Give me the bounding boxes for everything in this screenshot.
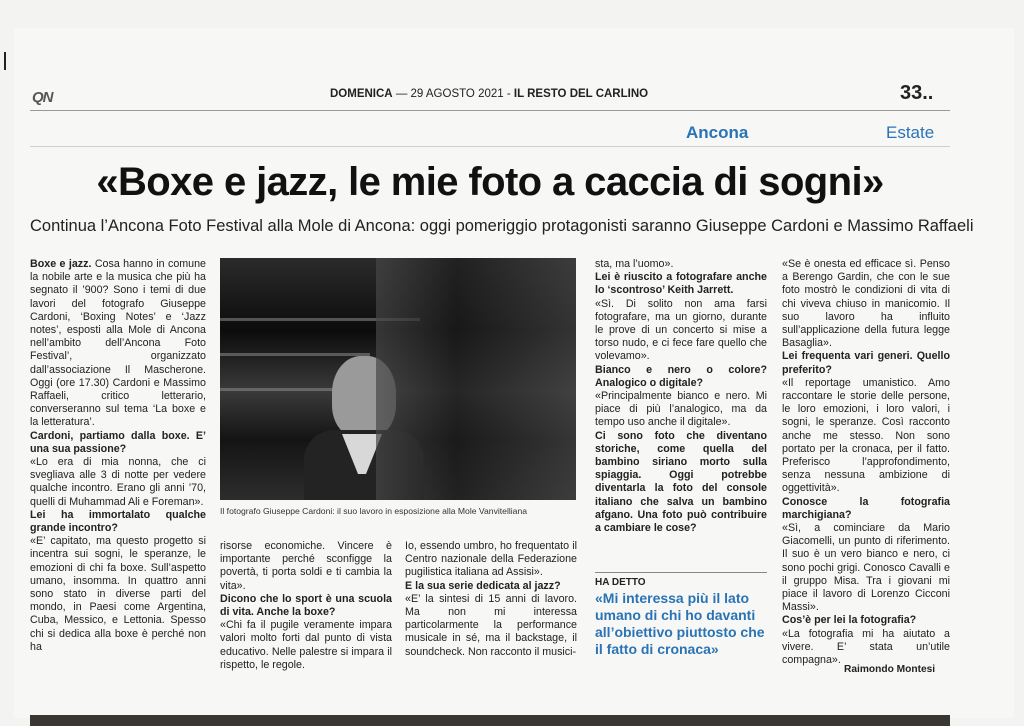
photo-caption: Il fotografo Giuseppe Cardoni: il suo lavoro in esposizione alla Mole Vanvitelliana — [220, 506, 528, 516]
paragraph-text: «Chi fa il pugile veramente impara valori molto forti dal punto di vista educativo. Nelle palestre si impara il rispetto, le regole. — [220, 619, 392, 671]
paragraph-text: risorse economiche. Vincere è importante perché sconfigge la povertà, ti porta soldi e ti cambia la vita». — [220, 540, 392, 592]
paragraph-text: «Il reportage umanistico. Amo raccontare le storie delle persone, le loro emozioni, i loro valori, i sogni, le speranze. Così racconto anche me stesso. Non sono portato per la cronaca, per il fatto. Preferisco l’approfondimento, senza nessuna ambizione di oggettività». — [782, 376, 950, 495]
interview-question: Lei frequenta vari generi. Quello preferito? — [782, 350, 950, 376]
body-paragraph — [30, 258, 206, 430]
text-column-4 — [595, 258, 767, 535]
article-author: Raimondo Montesi — [844, 664, 936, 675]
section-label: Ancona — [686, 123, 749, 142]
pull-quote: «Mi interessa più il lato umano di chi ho davanti all’obiettivo piuttosto che il fatto di cronaca» — [595, 590, 765, 657]
interview-question: Ci sono foto che diventano storiche, come quella del bambino siriano morto sulla spiaggia. Oggi potrebbe diventarla la foto del console italiano che salva un bambino afgano. Una foto può contribuire a cambiare le cose? — [595, 429, 767, 535]
photo-glass-panel — [376, 258, 576, 500]
text-column-1 — [30, 258, 206, 654]
body-paragraph — [782, 258, 950, 350]
interview-question: Bianco e nero o colore? Analogico o digitale? — [595, 363, 767, 389]
interview-question: E la sua serie dedicata al jazz? — [405, 579, 561, 592]
photo-light-streak — [220, 353, 370, 356]
body-paragraph — [782, 522, 950, 614]
masthead-day: DOMENICA — [330, 88, 393, 100]
body-paragraph — [30, 535, 206, 654]
quote-rule — [595, 572, 767, 573]
interview-question: Dicono che lo sport è una scuola di vita. Anche la boxe? — [220, 592, 392, 619]
header-rule — [30, 110, 950, 111]
section-rule — [30, 146, 950, 147]
body-paragraph — [405, 593, 577, 659]
paragraph-text: «Se è onesta ed efficace sì. Penso a Berengo Gardin, che con le sue foto mostrò le condizioni di vita di chi viveva chiuso in manicomio. Il suo lavoro ha influito sull’applicazione della futura legge Basaglia». — [782, 258, 950, 350]
paragraph-text: Cosa hanno in comune la nobile arte e la musica che più ha segnato il ’900? Sono i temi di due lavori del fotografo Giuseppe Cardoni, ‘Boxing Notes’ e ‘Jazz notes’, esposti alla Mole di Ancona nell’ambito dell’Ancona Foto Festival’, organizzato dall’associazione Il Mascherone. Oggi (ore 17.30) Cardoni e Massimo Raffaeli, critico letterario, converseranno sul tema ‘La boxe e la letteratura’. — [30, 258, 207, 429]
quote-label: HA DETTO — [595, 577, 646, 588]
body-paragraph — [405, 540, 577, 580]
scan-mark — [4, 52, 6, 70]
paragraph-text: «La fotografia mi ha aiutato a vivere. E’ stata un’utile compagna». — [782, 627, 950, 667]
text-column-2 — [220, 540, 392, 672]
body-paragraph — [782, 377, 950, 496]
interview-question: Lei è riuscito a fotografare anche lo ‘scontroso’ Keith Jarrett. — [595, 271, 767, 297]
body-paragraph — [595, 390, 767, 430]
paragraph-text: Io, essendo umbro, ho frequentato il Centro nazionale della Federazione pugilistica italiana ad Assisi». — [405, 540, 577, 579]
masthead-paper: IL RESTO DEL CARLINO — [513, 88, 649, 100]
masthead-sep-1: — — [395, 88, 411, 100]
body-paragraph — [595, 258, 767, 271]
masthead-line — [330, 88, 648, 100]
body-paragraph — [782, 628, 950, 668]
body-paragraph — [30, 456, 206, 509]
body-paragraph — [220, 540, 392, 593]
masthead-date: 29 AGOSTO 2021 — [410, 88, 504, 100]
interview-question: Cardoni, partiamo dalla boxe. E’ una sua passione? — [30, 429, 206, 455]
topic-label: Estate — [886, 123, 935, 142]
paragraph-text: «Sì. Di solito non ama farsi fotografare, ma un giorno, durante le prove di un concerto si mise a torso nudo, e ci fece fare quello che volevamo». — [595, 297, 767, 363]
paragraph-text: «Lo era di mia nonna, che ci svegliava alle 3 di notte per vedere qualche incontro. Erano gli anni ’70, quelli di Muhammad Ali e Foreman». — [30, 456, 206, 508]
paragraph-text: «E’ la sintesi di 15 anni di lavoro. Ma non mi interessa particolarmente la performance musicale in sé, ma il backstage, il soundcheck. Non racconto il musici- — [405, 592, 577, 658]
paragraph-text: «Sì, a cominciare da Mario Giacomelli, un punto di riferimento. Il suo è un vero bianco e nero, ci sono pochi grigi. Conosco Cavalli e il gruppo Misa. Tra i giovani mi piace il lavoro di Lorenzo Cicconi Massi». — [782, 522, 950, 614]
article-title: «Boxe e jazz, le mie foto a caccia di sogni» — [96, 160, 884, 204]
masthead-sep-2: - — [506, 88, 514, 100]
interview-question: Cos’è per lei la fotografia? — [782, 614, 917, 627]
page-number: 33.. — [900, 82, 934, 104]
body-paragraph — [595, 298, 767, 364]
paragraph-text: sta, ma l’uomo». — [595, 258, 674, 270]
lead-in: Boxe e jazz. — [30, 258, 92, 270]
interview-question: Conosce la fotografia marchigiana? — [782, 495, 950, 521]
article-photo — [220, 258, 576, 500]
body-paragraph — [220, 619, 392, 672]
paragraph-text: «E’ capitato, ma questo progetto si incentra sui sogni, le speranze, le emozioni di chi fa boxe. Sull’aspetto umano, insomma. In quattro anni sono stato in diverse parti del mondo, in Paesi come Argentina, Cuba, Messico, e Lettonia. Spesso chi si dedica alla boxe è perché non ha — [30, 535, 206, 653]
article-subtitle: Continua l’Ancona Foto Festival alla Mole di Ancona: oggi pomeriggio protagonisti saranno Giuseppe Cardoni e Massimo Raffaeli — [30, 217, 974, 235]
qn-logo: QN — [32, 89, 53, 106]
next-article-strip — [30, 715, 950, 726]
text-column-5 — [782, 258, 950, 667]
paragraph-text: «Principalmente bianco e nero. Mi piace di più l’analogico, ma da tempo uso anche il digitale». — [595, 390, 767, 429]
interview-question: Lei ha immortalato qualche grande incontro? — [30, 508, 206, 535]
text-column-3 — [405, 540, 577, 659]
